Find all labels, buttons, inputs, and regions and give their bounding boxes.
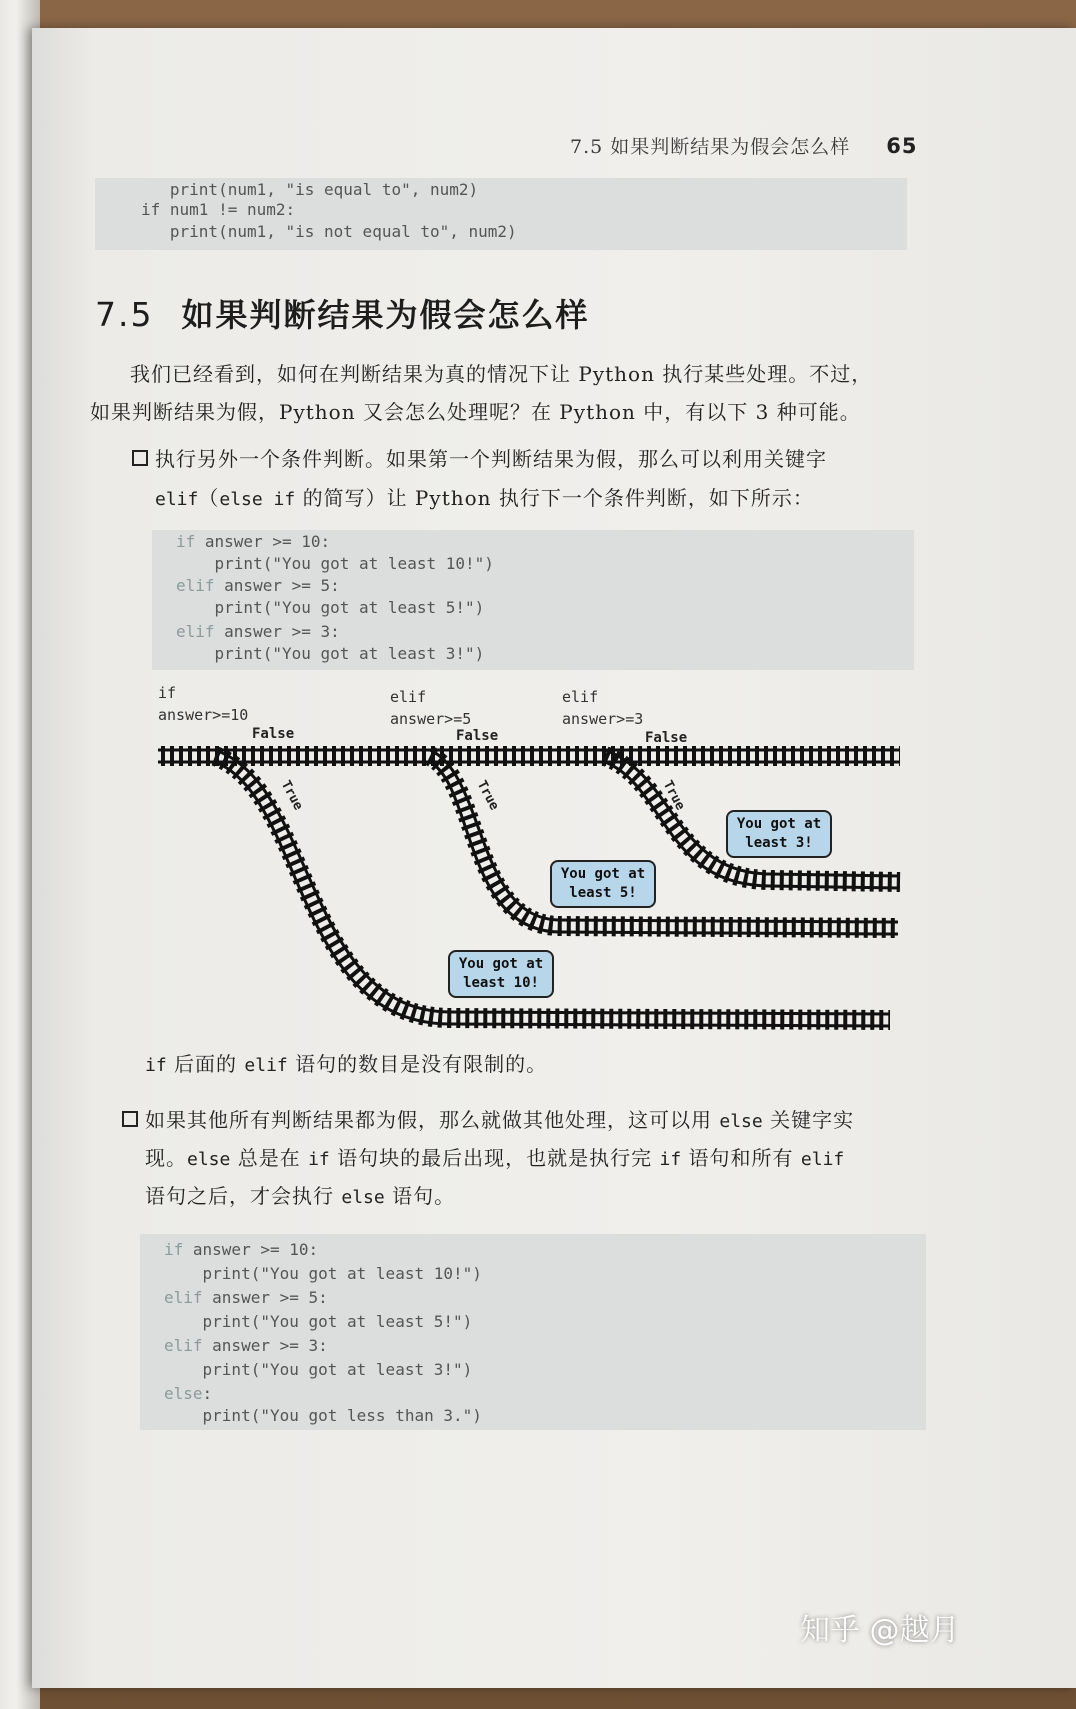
code-line: print("You got at least 5!") — [176, 598, 485, 617]
bullet2-line-3: 语句之后，才会执行 else 语句。 — [145, 1184, 456, 1208]
code-block-else — [140, 1234, 926, 1430]
code-line: if num1 != num2: — [141, 200, 296, 219]
condition-elif-5: elif answer>=5 — [390, 688, 472, 728]
code-line: print("You got at least 5!") — [164, 1312, 473, 1331]
bullet2-line-1: 如果其他所有判断结果都为假，那么就做其他处理，这可以用 else 关键字实 — [145, 1108, 855, 1132]
page-number: 65 — [886, 134, 918, 158]
false-label-3: False — [645, 730, 688, 746]
code-line: elif answer >= 3: — [176, 622, 340, 641]
false-label-2: False — [456, 728, 499, 744]
result-bubble-3: You got at least 3! — [726, 810, 832, 858]
code-line: else: — [164, 1384, 213, 1403]
result-bubble-10: You got at least 10! — [448, 950, 554, 998]
code-line: if answer >= 10: — [164, 1240, 319, 1259]
code-block-top — [95, 178, 907, 250]
section-title — [95, 290, 590, 336]
code-line: print("You got less than 3.") — [164, 1406, 482, 1425]
elif-keyword: elif — [155, 489, 199, 510]
bullet-square-1 — [132, 450, 148, 466]
running-header — [570, 132, 918, 159]
code-line: print("You got at least 10!") — [164, 1264, 482, 1283]
intro-line-1: 我们已经看到，如何在判断结果为真的情况下让 Python 执行某些处理。不过， — [130, 362, 873, 386]
code-line: elif answer >= 5: — [176, 576, 340, 595]
code-line: print("You got at least 3!") — [164, 1360, 473, 1379]
code-block-elif — [152, 530, 914, 670]
code-line: elif answer >= 5: — [164, 1288, 328, 1307]
result-bubble-5: You got at least 5! — [550, 860, 656, 908]
bullet2-line-2: 现。else 总是在 if 语句块的最后出现，也就是执行完 if 语句和所有 elif — [145, 1146, 845, 1170]
condition-if: if answer>=10 — [158, 684, 249, 724]
code-line: print(num1, "is not equal to", num2) — [141, 222, 517, 241]
section-title-text: 如果判断结果为假会怎么样 — [181, 296, 590, 334]
code-line: print("You got at least 10!") — [176, 554, 494, 573]
else-if-keyword: else if — [219, 489, 296, 510]
bullet1-line-1: 执行另外一个条件判断。如果第一个判断结果为假，那么可以利用关键字 — [155, 447, 827, 471]
railway-diagram — [150, 680, 920, 1040]
main-track — [158, 746, 900, 766]
bullet1-line-2 — [155, 482, 814, 511]
true-label-2: True — [473, 778, 502, 813]
false-label-1: False — [252, 726, 295, 742]
header-section: 7.5 如果判断结果为假会怎么样 — [570, 136, 851, 158]
paren-open: （ — [198, 486, 220, 510]
note-line: if 后面的 elif 语句的数目是没有限制的。 — [145, 1052, 548, 1076]
section-number: 7.5 — [95, 295, 154, 334]
watermark: 知乎 @越月 — [800, 1613, 960, 1648]
code-line: elif answer >= 3: — [164, 1336, 328, 1355]
true-label-3: True — [659, 778, 688, 813]
code-line: print(num1, "is equal to", num2) — [141, 180, 479, 199]
intro-line-2: 如果判断结果为假，Python 又会怎么处理呢？在 Python 中，有以下 3 种可能。 — [90, 400, 861, 424]
code-line: if answer >= 10: — [176, 532, 331, 551]
code-line: print("You got at least 3!") — [176, 644, 485, 663]
bullet-square-2 — [122, 1111, 138, 1127]
condition-elif-3: elif answer>=3 — [562, 688, 644, 728]
true-label-1: True — [277, 778, 306, 813]
bullet1-line-2-text: 的简写）让 Python 执行下一个条件判断，如下所示： — [295, 486, 814, 510]
